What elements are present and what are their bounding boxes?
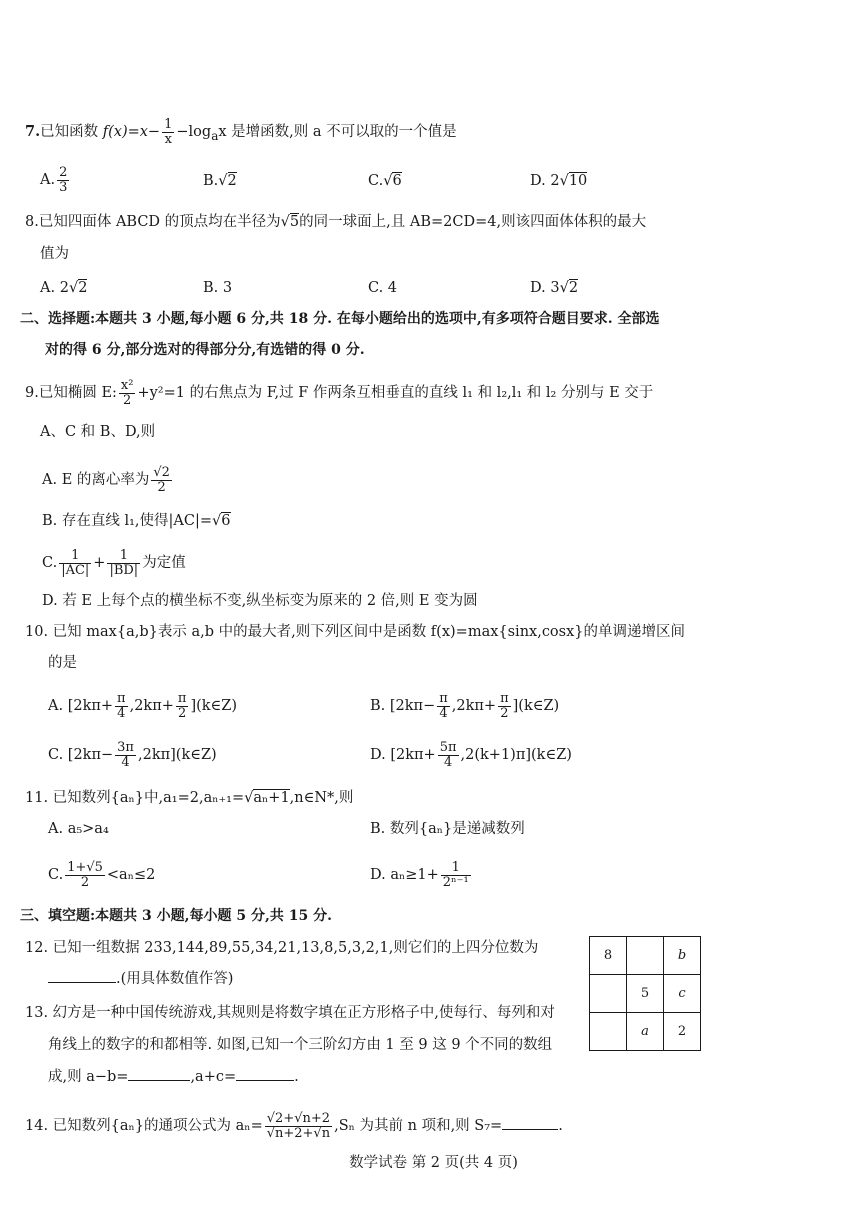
q7-option-c: C.√6 bbox=[368, 173, 402, 189]
q9-option-d: D. 若 E 上每个点的横坐标不变,纵坐标变为原来的 2 倍,则 E 变为圆 bbox=[42, 593, 478, 609]
answer-blank[interactable] bbox=[502, 1129, 558, 1130]
grid-cell: 2 bbox=[664, 1013, 701, 1051]
question-10-stem-cont: 的是 bbox=[48, 655, 77, 671]
q11-option-a: A. a₅>a₄ bbox=[48, 821, 109, 837]
q11-option-b: B. 数列{aₙ}是递减数列 bbox=[370, 821, 525, 837]
answer-blank[interactable] bbox=[236, 1080, 294, 1081]
answer-blank[interactable] bbox=[128, 1080, 190, 1081]
q10-option-c: C. [2kπ− $\frac{3\pi}{4}$ ,2kπ](k∈Z) bbox=[48, 740, 217, 770]
q9-option-c: C. $\frac{1}{|AC|}$ + $\frac{1}{|BD|}$ 为定值 bbox=[42, 548, 186, 578]
q11-option-c: C. $\frac{1+√5}{2}$ <aₙ≤2 bbox=[48, 860, 156, 890]
page-footer: 数学试卷 第 2 页(共 4 页) bbox=[349, 1155, 518, 1171]
q11-option-d: D. aₙ≥1+ $\frac{1}{\text{2ⁿ⁻¹}}$ bbox=[370, 860, 469, 890]
question-14-stem: 14. 已知数列{aₙ}的通项公式为 aₙ= $\frac{√2+√n+2}{√n+2+√n}$ ,Sₙ 为其前 n 项和,则 S₇= . bbox=[25, 1111, 563, 1141]
grid-cell: 5 bbox=[627, 975, 664, 1013]
q10-option-b: B. [2kπ− $\frac{\pi}{4}$ ,2kπ+ $\frac{\pi}{2}$ ](k∈Z) bbox=[370, 691, 560, 721]
q9-option-b: B. 存在直线 l₁,使得|AC|=√6 bbox=[42, 513, 231, 529]
grid-cell: 8 bbox=[590, 937, 627, 975]
q7-option-b: B.√2 bbox=[203, 173, 237, 189]
answer-blank[interactable] bbox=[48, 982, 116, 983]
q7-option-d: D. 2√10 bbox=[530, 173, 588, 189]
question-10-stem: 10. 已知 max{a,b}表示 a,b 中的最大者,则下列区间中是函数 f(x)=max{sinx,cosx}的单调递增区间 bbox=[25, 624, 686, 640]
question-12-stem-cont: .(用具体数值作答) bbox=[48, 968, 233, 990]
grid-cell: b bbox=[664, 937, 701, 975]
grid-cell: a bbox=[627, 1013, 664, 1051]
question-9-stem-cont: A、C 和 B、D,则 bbox=[40, 424, 156, 440]
grid-cell: c bbox=[664, 975, 701, 1013]
q8-option-c: C. 4 bbox=[368, 280, 398, 296]
q10-option-a: A. [2kπ+ $\frac{\pi}{4}$ ,2kπ+ $\frac{\pi}{2}$ ](k∈Z) bbox=[48, 691, 238, 721]
question-8-stem-cont: 值为 bbox=[40, 246, 69, 262]
grid-cell bbox=[590, 975, 627, 1013]
q8-option-a: A. 2√2 bbox=[40, 280, 88, 296]
fraction: $\frac{1}{x}$ bbox=[164, 117, 173, 147]
question-7-stem: 7.已知函数 f(x)=x− $\frac{1}{x}$ $-\log_ax$ 是增函数,则 a 不可以取的一个值是 bbox=[25, 117, 457, 147]
grid-cell bbox=[590, 1013, 627, 1051]
q9-option-a: A. E 的离心率为 $\frac{√2}{2}$ bbox=[42, 465, 170, 495]
question-13-stem: 13. 幻方是一种中国传统游戏,其规则是将数字填在正方形格子中,使每行、每列和对 bbox=[25, 1005, 555, 1021]
question-13-stem-cont: 角线上的数字的和都相等. 如图,已知一个三阶幻方由 1 至 9 这 9 个不同的数组 bbox=[48, 1037, 553, 1053]
question-12-stem: 12. 已知一组数据 233,144,89,55,34,21,13,8,5,3,2,1,则它们的上四分位数为 bbox=[25, 940, 539, 956]
question-13-answers: 成,则 a−b= ,a+c= . bbox=[48, 1069, 299, 1085]
section-2-heading: 二、选择题:本题共 3 小题,每小题 6 分,共 18 分. 在每小题给出的选项中,有多项符合题目要求. 全部选 bbox=[20, 311, 660, 327]
question-8-stem: 8.已知四面体 ABCD 的顶点均在半径为√5的同一球面上,且 AB=2CD=4,则该四面体体积的最大 bbox=[25, 214, 647, 230]
question-9-stem: 9.已知椭圆 E: $\frac{\text{x²}}{2}$ +y²=1 的右焦点为 F,过 F 作两条互相垂直的直线 l₁ 和 l₂,l₁ 和 l₂ 分别与 E 交于 bbox=[25, 378, 654, 408]
q10-option-d: D. [2kπ+ $\frac{5\pi}{4}$ ,2(k+1)π](k∈Z) bbox=[370, 740, 572, 770]
q8-option-b: B. 3 bbox=[203, 280, 233, 296]
section-3-heading: 三、填空题:本题共 3 小题,每小题 5 分,共 15 分. bbox=[20, 908, 332, 924]
section-2-heading-cont: 对的得 6 分,部分选对的得部分分,有选错的得 0 分. bbox=[45, 342, 365, 358]
q8-option-d: D. 3√2 bbox=[530, 280, 579, 296]
question-11-stem: 11. 已知数列{aₙ}中,a₁=2,aₙ₊₁=√aₙ+1,n∈N*,则 bbox=[25, 790, 354, 806]
magic-square-grid bbox=[589, 936, 701, 1051]
q7-option-a: A. $\frac{2}{3}$ bbox=[40, 165, 68, 195]
grid-cell bbox=[627, 937, 664, 975]
